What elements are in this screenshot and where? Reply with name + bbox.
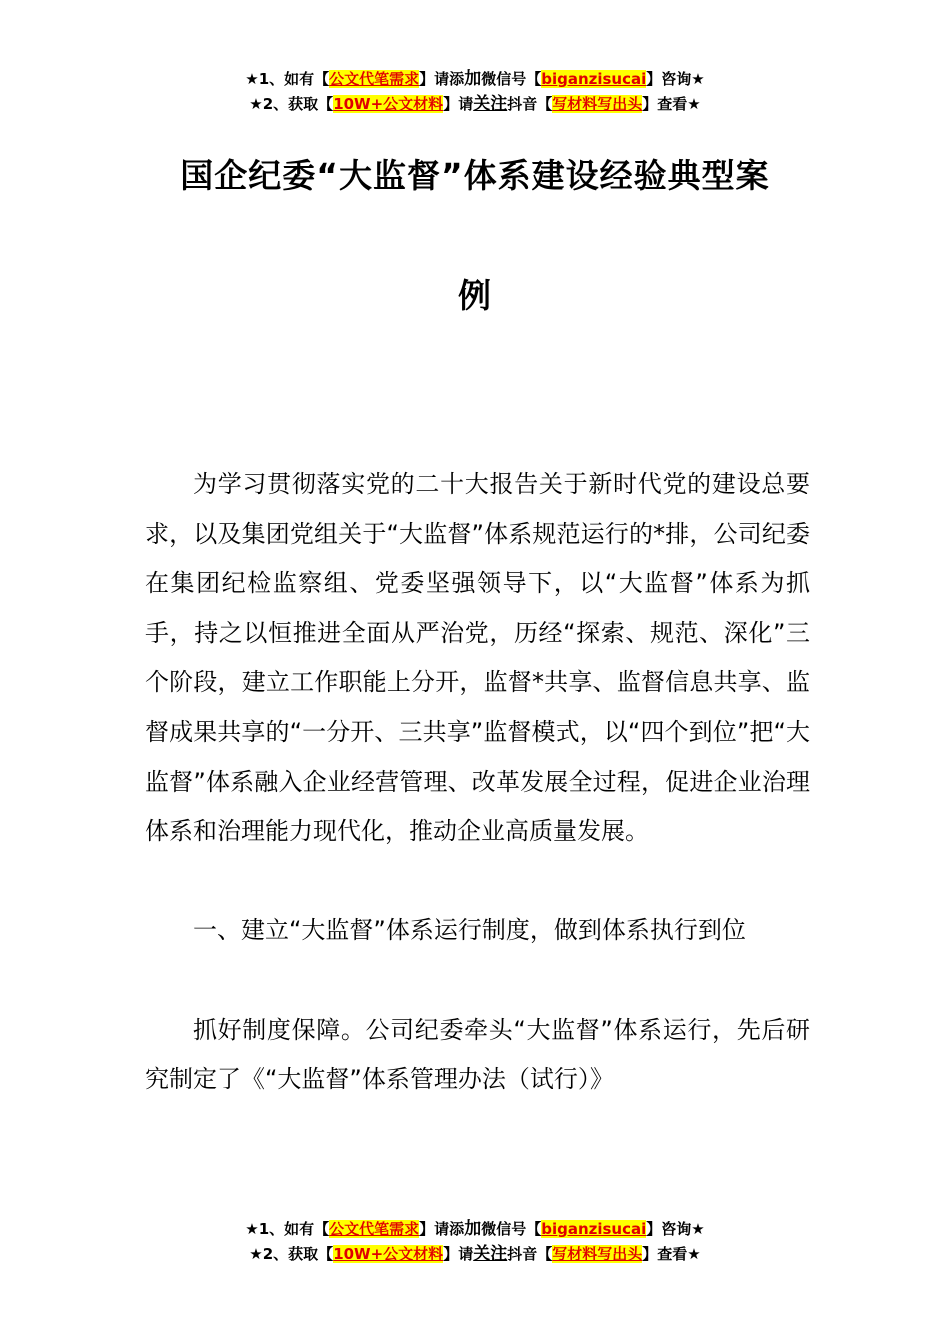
footer-materials-highlight: 10W+公文材料	[333, 1245, 444, 1263]
document-title-line-1: 国企纪委“大监督”体系建设经验典型案	[180, 156, 770, 195]
footer-douyin-highlight: 写材料写出头	[552, 1245, 643, 1263]
header-douyin-highlight: 写材料写出头	[552, 95, 643, 113]
paragraph-spacer	[145, 956, 810, 1006]
header-materials-highlight: 10W+公文材料	[333, 95, 444, 113]
body-paragraph-intro: 为学习贯彻落实党的二十大报告关于新时代党的建设总要求，以及集团党组关于“大监督”体系规范运行的*排，公司纪委在集团纪检监察组、党委坚强领导下，以“大监督”体系为抓手，持之以恒推进全面从严治党，历经“探索、规范、深化”三个阶段，建立工作职能上分开，监督*共享、监督信息共享、监督成果共享的“一分开、三共享”监督模式，以“四个到位”把“大监督”体系融入企业经营管理、改革发展全过程，促进企业治理体系和治理能力现代化，推动企业高质量发展。	[145, 470, 810, 846]
footer-wechat-id: biganzisucai	[541, 1220, 647, 1238]
header-banner-line-1: ★1、如有【公文代笔需求】请添加微信号【biganzisucai】咨询★	[245, 69, 705, 89]
paragraph-spacer	[145, 857, 810, 907]
footer-banner-line-1: ★1、如有【公文代笔需求】请添加微信号【biganzisucai】咨询★	[245, 1219, 705, 1239]
body-paragraph-2: 抓好制度保障。公司纪委牵头“大监督”体系运行，先后研究制定了《“大监督”体系管理办法（试行）》	[145, 1015, 810, 1094]
header-wechat-id: biganzisucai	[541, 70, 647, 88]
header-banner-line-2: ★2、获取【10W+公文材料】请关注抖音【写材料写出头】查看★	[249, 94, 701, 114]
header-service-highlight: 公文代笔需求	[329, 70, 420, 88]
footer-banner	[0, 1217, 950, 1267]
footer-service-highlight: 公文代笔需求	[329, 1220, 420, 1238]
document-body	[145, 460, 810, 1105]
section-heading-1: 一、建立“大监督”体系运行制度，做到体系执行到位	[193, 916, 746, 945]
footer-banner-line-2: ★2、获取【10W+公文材料】请关注抖音【写材料写出头】查看★	[249, 1244, 701, 1264]
document-title-line-2: 例	[458, 276, 492, 315]
header-banner	[0, 67, 950, 117]
